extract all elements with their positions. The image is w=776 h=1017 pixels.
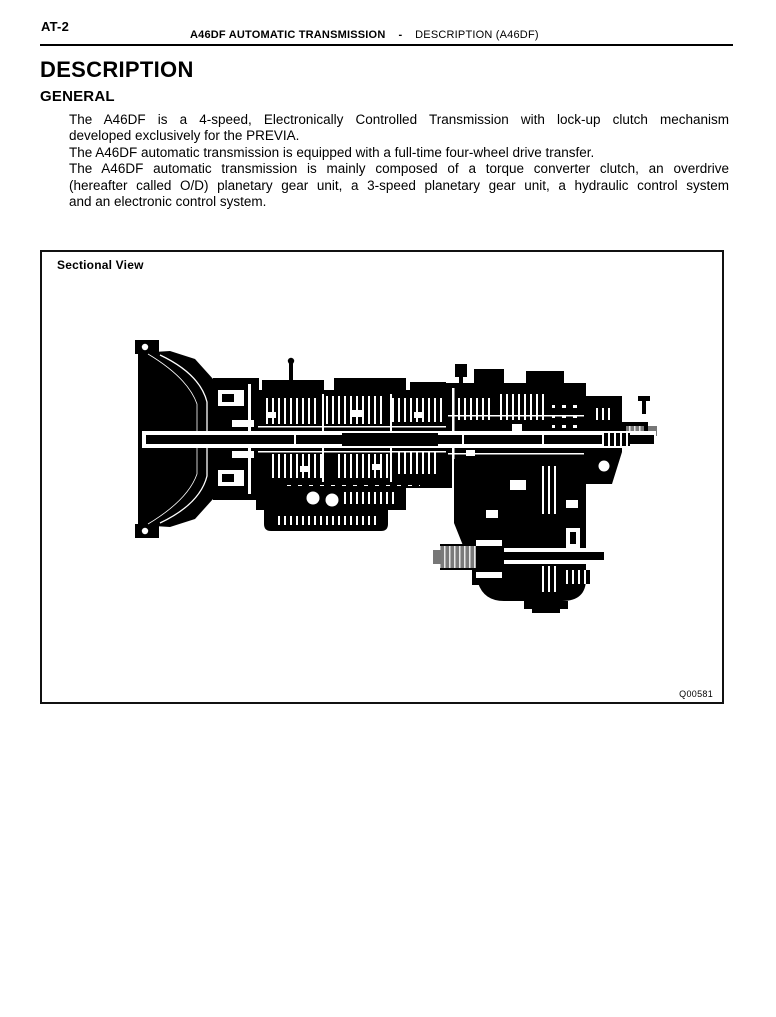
paragraph-line: The A46DF automatic transmission is equipped with a full-time four-wheel drive transfer. xyxy=(69,144,595,160)
running-head xyxy=(190,29,539,41)
paragraph-line: developed exclusively for the PREVIA. xyxy=(69,128,300,144)
oil-pan xyxy=(256,488,406,531)
page-number: AT-2 xyxy=(41,19,70,34)
paragraph-line: The A46DF automatic transmission is mainly composed of a torque converter clutch, an overdrive xyxy=(69,161,729,177)
main-shaft xyxy=(142,431,656,448)
header-rule xyxy=(40,44,733,46)
running-head-section: A46DF AUTOMATIC TRANSMISSION xyxy=(190,29,386,41)
running-head-separator: - xyxy=(398,29,403,41)
running-head-subsection: DESCRIPTION (A46DF) xyxy=(415,29,539,41)
paragraph-line: and an electronic control system. xyxy=(69,194,267,210)
transmission-sectional-drawing xyxy=(42,252,722,702)
paragraph-line: (hereafter called O/D) planetary gear unit, a 3-speed planetary gear unit, a hydraulic control system xyxy=(69,177,729,193)
section-subheading: GENERAL xyxy=(40,88,115,105)
body-text xyxy=(69,112,729,210)
page-title: DESCRIPTION xyxy=(40,57,194,82)
main-case xyxy=(256,358,452,488)
figure-box xyxy=(40,250,724,704)
figure-label: Sectional View xyxy=(57,258,144,272)
paragraph-line: The A46DF is a 4-speed, Electronically Controlled Transmission with lock-up clutch mechanism xyxy=(69,112,729,127)
figure-code: Q00581 xyxy=(679,689,713,699)
